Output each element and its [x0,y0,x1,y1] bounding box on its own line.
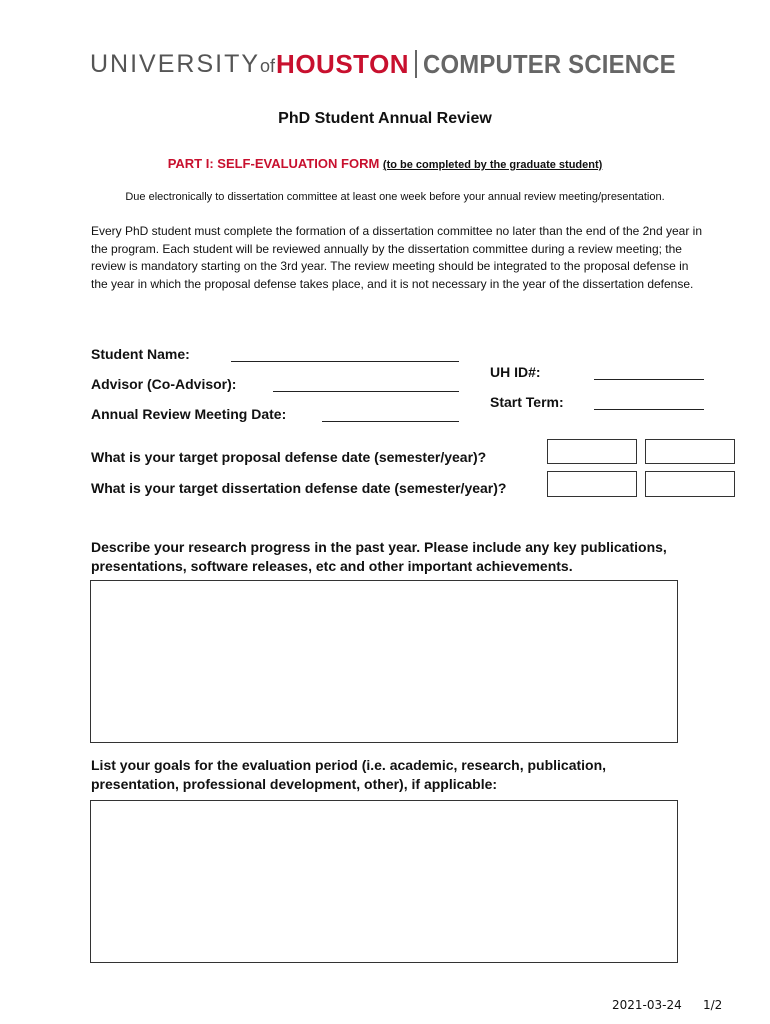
start-term-label: Start Term: [490,394,564,410]
meeting-date-field[interactable] [322,421,459,422]
form-title: PhD Student Annual Review [278,110,492,127]
logo-houston-text: HOUSTON [276,49,410,79]
student-name-field[interactable] [231,361,459,362]
part-heading [0,156,770,171]
start-term-field[interactable] [594,409,704,410]
uh-id-label: UH ID#: [490,364,541,380]
dissertation-year-input[interactable] [645,471,735,497]
footer-page-number: 1/2 [703,998,723,1012]
proposal-year-input[interactable] [645,439,735,464]
university-logo [90,46,698,78]
meeting-date-label: Annual Review Meeting Date: [91,406,287,422]
research-progress-textarea[interactable] [90,580,678,743]
logo-divider [415,50,417,78]
footer-date: 2021-03-24 [612,998,682,1012]
goals-textarea[interactable] [90,800,678,963]
logo-of-text: of [260,56,276,76]
advisor-label: Advisor (Co-Advisor): [91,376,237,392]
proposal-defense-question: What is your target proposal defense date (semester/year)? [91,449,487,465]
student-name-label: Student Name: [91,346,190,362]
intro-paragraph: Every PhD student must complete the formation of a dissertation committee no later than the end of the 2nd year in the program. Each student will be reviewed annually by the dissertation committee during a review meeting; the review is mandatory starting on the 3rd year. The review meeting should be integrated to the proposal defense in the year in which the proposal defense takes place, and it is not necessary in the year of the dissertation defense. [91,224,702,291]
advisor-field[interactable] [273,391,459,392]
proposal-semester-input[interactable] [547,439,637,464]
goals-prompt: List your goals for the evaluation period (i.e. academic, research, publication, presentation, professional development, other), if applicable: [91,757,607,792]
part-heading-label: PART I: SELF-EVALUATION FORM [167,156,380,171]
research-progress-prompt: Describe your research progress in the past year. Please include any key publications, presentations, software releases, etc and other important achievements. [91,539,667,574]
uh-id-field[interactable] [594,379,704,380]
logo-university-text: UNIVERSITY [90,50,261,78]
part-heading-note: (to be completed by the graduate student) [382,159,603,171]
logo-department-text: COMPUTER SCIENCE [423,49,676,79]
dissertation-defense-question: What is your target dissertation defense date (semester/year)? [91,480,507,496]
due-notice: Due electronically to dissertation committee at least one week before your annual review meeting/presentation. [125,191,665,203]
dissertation-semester-input[interactable] [547,471,637,497]
